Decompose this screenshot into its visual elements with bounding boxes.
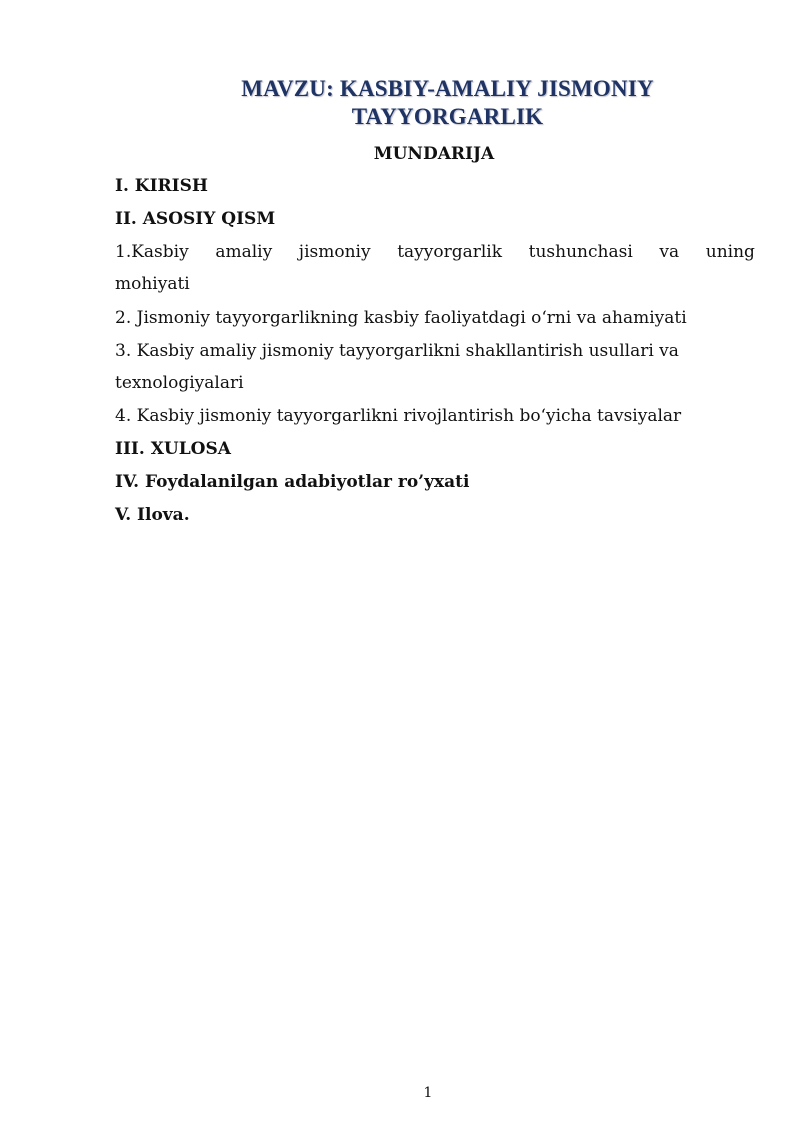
item-1-word: va [659, 242, 680, 262]
toc-heading: MUNDARIJA [373, 144, 495, 164]
toc-entry-references: IV. Foydalanilgan adabiyotlar ro’yxati [115, 472, 470, 492]
toc-entry-item-3-continuation: texnologiyalari [115, 373, 244, 393]
toc-entry-appendix: V. Ilova. [115, 505, 190, 525]
toc-entry-item-1 [115, 236, 755, 269]
item-1-word: amaliy [215, 242, 273, 262]
toc-entry-item-1-continuation: mohiyati [115, 274, 190, 294]
toc-entry-conclusion: III. XULOSA [115, 439, 231, 459]
page-number: 1 [423, 1085, 433, 1101]
title-line-2: TAYYORGARLIK [351, 104, 544, 129]
toc-entry-main: II. ASOSIY QISM [115, 209, 276, 229]
item-1-word: tushunchasi [528, 242, 633, 262]
toc-entry-intro: I. KIRISH [115, 176, 208, 196]
item-1-word: 1.Kasbiy [115, 242, 189, 262]
item-1-word: jismoniy [298, 242, 371, 262]
title-line-1: MAVZU: KASBIY-AMALIY JISMONIY [241, 76, 654, 101]
document-title [220, 75, 675, 131]
toc-entry-item-2: 2. Jismoniy tayyorgarlikning kasbiy faoliyatdagi o‘rni va ahamiyati [115, 308, 687, 328]
toc-entry-item-4: 4. Kasbiy jismoniy tayyorgarlikni rivojlantirish bo‘yicha tavsiyalar [115, 406, 682, 426]
item-1-word: tayyorgarlik [397, 242, 503, 262]
item-1-word: uning [705, 242, 755, 262]
toc-entry-item-3: 3. Kasbiy amaliy jismoniy tayyorgarlikni shakllantirish usullari va [115, 341, 679, 361]
